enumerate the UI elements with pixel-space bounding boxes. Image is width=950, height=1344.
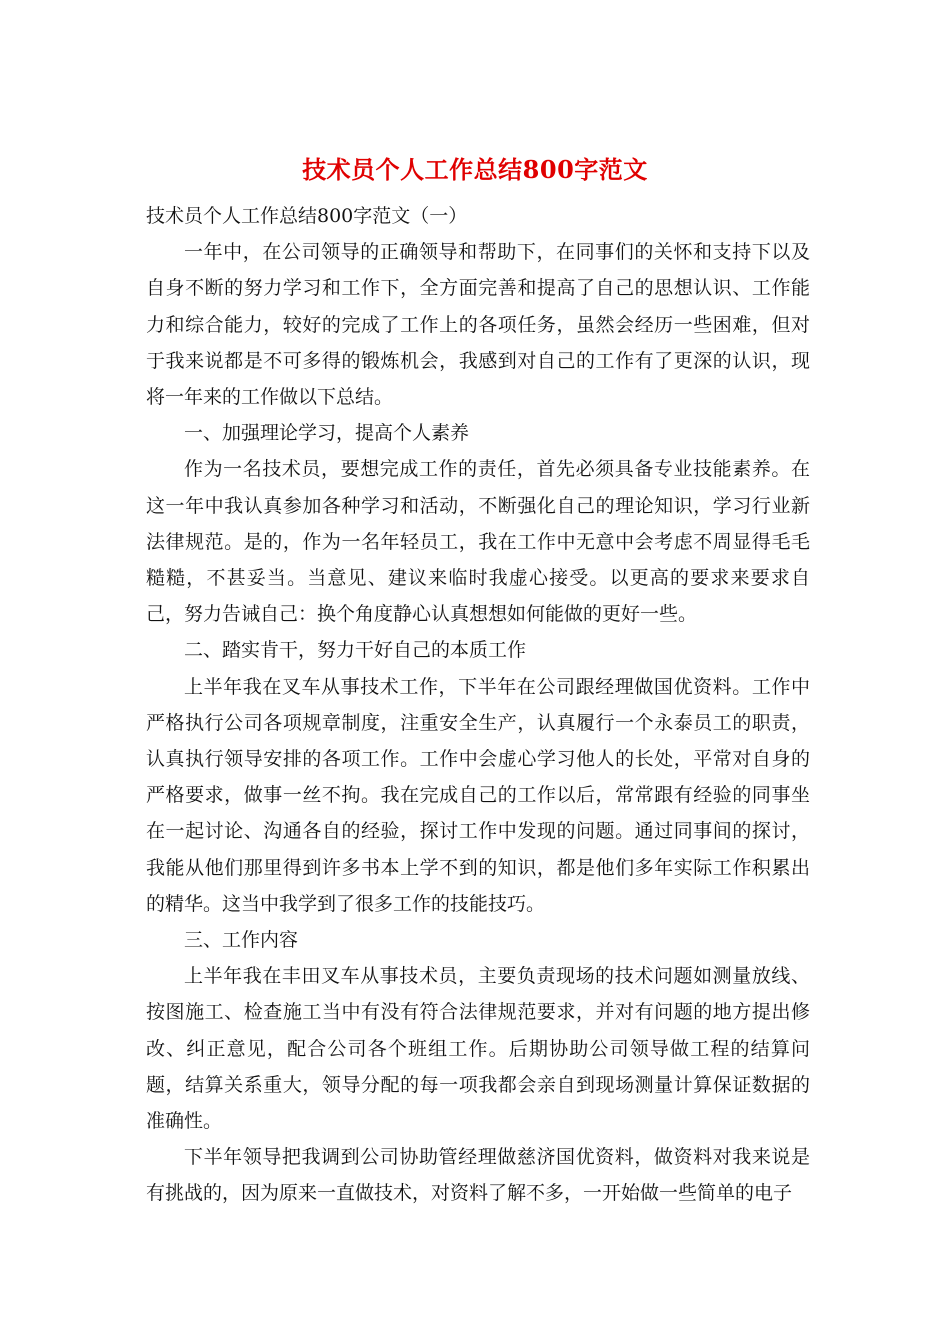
paragraph-section-1: 作为一名技术员，要想完成工作的责任，首先必须具备专业技能素养。在这一年中我认真参加各种学习和活动，不断强化自己的理论知识，学习行业新法律规范。是的，作为一名年轻员工，我在工作中无意中会考虑不周显得毛毛糙糙，不甚妥当。当意见、建议来临时我虚心接受。以更高的要求来要求自己，努力告诫自己：换个角度静心认真想想如何能做的更好一些。 (146, 458, 810, 626)
section-heading-1: 一、加强理论学习，提高个人素养 (184, 422, 470, 445)
paragraph-intro: 一年中，在公司领导的正确领导和帮助下，在同事们的关怀和支持下以及自身不断的努力学习和工作下，全方面完善和提高了自己的思想认识、工作能力和综合能力，较好的完成了工作上的各项任务，虽然会经历一些困难，但对于我来说都是不可多得的锻炼机会，我感到对自己的工作有了更深的认识，现将一年来的工作做以下总结。 (146, 241, 810, 409)
document-title: 技术员个人工作总结800字范文 (302, 155, 648, 184)
section-heading-3: 三、工作内容 (184, 929, 299, 952)
paragraph-section-3a: 上半年我在丰田叉车从事技术员，主要负责现场的技术问题如测量放线、按图施工、检查施工当中有没有符合法律规范要求，并对有问题的地方提出修改、纠正意见，配合公司各个班组工作。后期协助公司领导做工程的结算问题，结算关系重大，领导分配的每一项我都会亲自到现场测量计算保证数据的准确性。 (146, 965, 810, 1133)
document-subtitle: 技术员个人工作总结800字范文（一） (146, 205, 468, 227)
paragraph-section-2: 上半年我在叉车从事技术工作，下半年在公司跟经理做国优资料。工作中严格执行公司各项规章制度，注重安全生产，认真履行一个永泰员工的职责，认真执行领导安排的各项工作。工作中会虚心学习他人的长处，平常对自身的严格要求，做事一丝不拘。我在完成自己的工作以后，常常跟有经验的同事坐在一起讨论、沟通各自的经验，探讨工作中发现的问题。通过同事间的探讨，我能从他们那里得到许多书本上学不到的知识，都是他们多年实际工作积累出的精华。这当中我学到了很多工作的技能技巧。 (146, 675, 810, 915)
paragraph-section-3b: 下半年领导把我调到公司协助管经理做慈济国优资料，做资料对我来说是有挑战的，因为原来一直做技术，对资料了解不多，一开始做一些简单的电子 (146, 1146, 810, 1205)
section-heading-2: 二、踏实肯干，努力干好自己的本质工作 (184, 639, 527, 662)
document-body (146, 198, 810, 1212)
